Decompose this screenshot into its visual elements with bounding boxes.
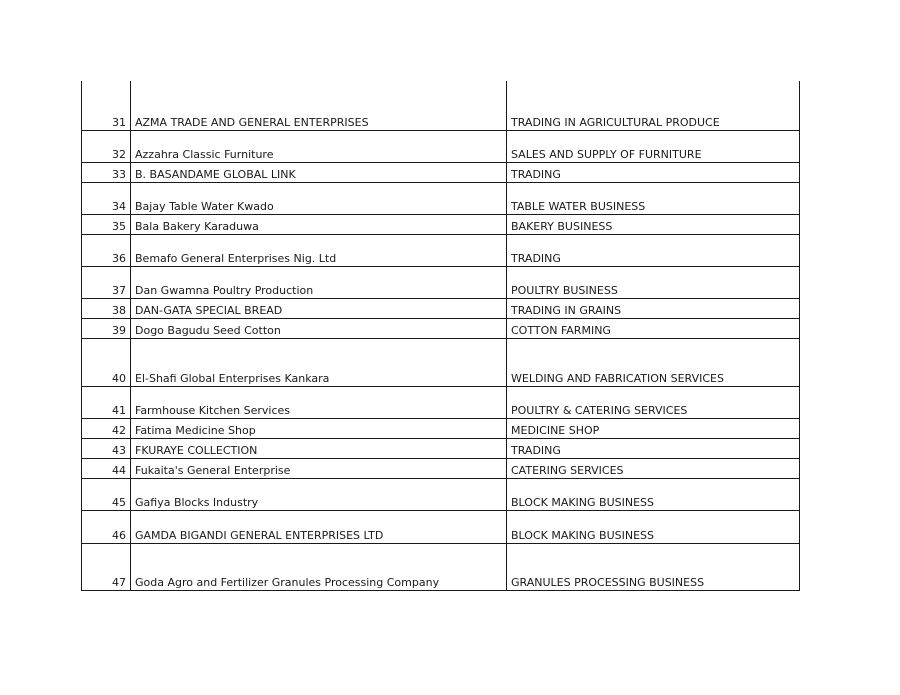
business-type-cell: POULTRY & CATERING SERVICES xyxy=(507,386,800,418)
business-type-cell: MEDICINE SHOP xyxy=(507,418,800,438)
table-row xyxy=(82,338,800,386)
serial-number-cell: 39 xyxy=(82,318,131,338)
table-row xyxy=(82,418,800,438)
business-type-cell: WELDING AND FABRICATION SERVICES xyxy=(507,338,800,386)
business-type-cell: TRADING IN AGRICULTURAL PRODUCE xyxy=(507,81,800,130)
serial-number-cell: 44 xyxy=(82,458,131,478)
serial-number-cell: 46 xyxy=(82,510,131,543)
table-row xyxy=(82,182,800,214)
enterprise-name-cell: Farmhouse Kitchen Services xyxy=(131,386,507,418)
enterprise-name-cell: Gafiya Blocks Industry xyxy=(131,478,507,510)
enterprise-name-cell: AZMA TRADE AND GENERAL ENTERPRISES xyxy=(131,81,507,130)
business-type-cell: POULTRY BUSINESS xyxy=(507,266,800,298)
business-type-cell: BLOCK MAKING BUSINESS xyxy=(507,478,800,510)
enterprise-name-cell: Azzahra Classic Furniture xyxy=(131,130,507,162)
business-type-cell: BLOCK MAKING BUSINESS xyxy=(507,510,800,543)
business-type-cell: TRADING xyxy=(507,162,800,182)
enterprise-register-table xyxy=(81,81,800,591)
business-type-cell: TRADING IN GRAINS xyxy=(507,298,800,318)
enterprise-name-cell: Goda Agro and Fertilizer Granules Processing Company xyxy=(131,543,507,590)
serial-number-cell: 45 xyxy=(82,478,131,510)
table-row xyxy=(82,510,800,543)
enterprise-name-cell: DAN-GATA SPECIAL BREAD xyxy=(131,298,507,318)
serial-number-cell: 34 xyxy=(82,182,131,214)
table-row xyxy=(82,478,800,510)
enterprise-name-cell: FKURAYE COLLECTION xyxy=(131,438,507,458)
table-row xyxy=(82,386,800,418)
table-row xyxy=(82,162,800,182)
business-type-cell: TRADING xyxy=(507,438,800,458)
serial-number-cell: 35 xyxy=(82,214,131,234)
enterprise-name-cell: Bala Bakery Karaduwa xyxy=(131,214,507,234)
serial-number-cell: 37 xyxy=(82,266,131,298)
table-row xyxy=(82,298,800,318)
enterprise-name-cell: Bajay Table Water Kwado xyxy=(131,182,507,214)
table-row xyxy=(82,130,800,162)
serial-number-cell: 40 xyxy=(82,338,131,386)
business-type-cell: GRANULES PROCESSING BUSINESS xyxy=(507,543,800,590)
enterprise-name-cell: Fukaita's General Enterprise xyxy=(131,458,507,478)
table-row xyxy=(82,438,800,458)
serial-number-cell: 33 xyxy=(82,162,131,182)
serial-number-cell: 41 xyxy=(82,386,131,418)
business-type-cell: CATERING SERVICES xyxy=(507,458,800,478)
serial-number-cell: 36 xyxy=(82,234,131,266)
enterprise-name-cell: Dogo Bagudu Seed Cotton xyxy=(131,318,507,338)
business-type-cell: BAKERY BUSINESS xyxy=(507,214,800,234)
table-row xyxy=(82,318,800,338)
enterprise-name-cell: Dan Gwamna Poultry Production xyxy=(131,266,507,298)
enterprise-name-cell: El-Shafi Global Enterprises Kankara xyxy=(131,338,507,386)
business-type-cell: TABLE WATER BUSINESS xyxy=(507,182,800,214)
serial-number-cell: 47 xyxy=(82,543,131,590)
table-row xyxy=(82,234,800,266)
enterprise-name-cell: Fatima Medicine Shop xyxy=(131,418,507,438)
table-row xyxy=(82,266,800,298)
table-row xyxy=(82,458,800,478)
serial-number-cell: 38 xyxy=(82,298,131,318)
table-row xyxy=(82,81,800,130)
business-type-cell: COTTON FARMING xyxy=(507,318,800,338)
business-type-cell: SALES AND SUPPLY OF FURNITURE xyxy=(507,130,800,162)
serial-number-cell: 32 xyxy=(82,130,131,162)
enterprise-name-cell: GAMDA BIGANDI GENERAL ENTERPRISES LTD xyxy=(131,510,507,543)
serial-number-cell: 42 xyxy=(82,418,131,438)
serial-number-cell: 43 xyxy=(82,438,131,458)
business-type-cell: TRADING xyxy=(507,234,800,266)
table-row xyxy=(82,214,800,234)
enterprise-name-cell: Bemafo General Enterprises Nig. Ltd xyxy=(131,234,507,266)
table-row xyxy=(82,543,800,590)
serial-number-cell: 31 xyxy=(82,81,131,130)
enterprise-name-cell: B. BASANDAME GLOBAL LINK xyxy=(131,162,507,182)
